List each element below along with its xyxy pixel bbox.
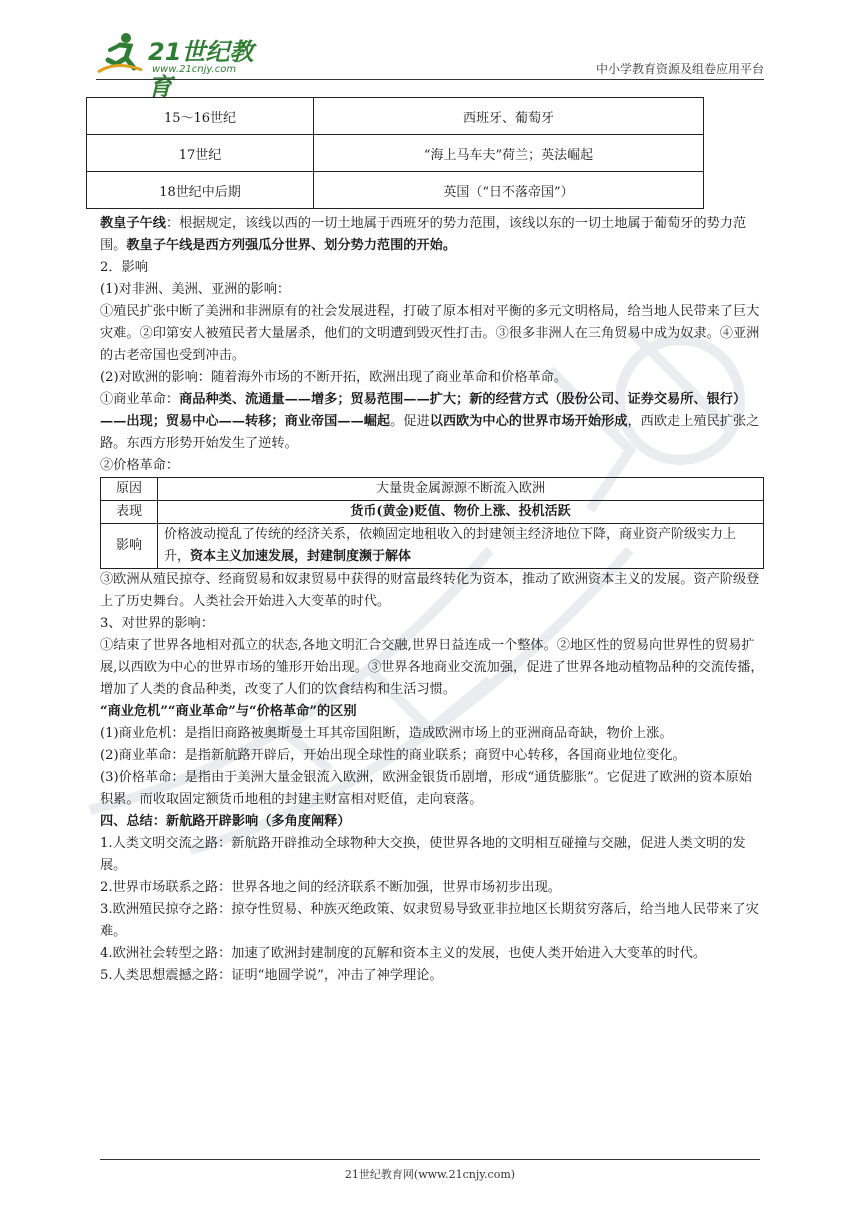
bold-text: 商品种类、流通量——增多；贸易范围——扩大；新的经营方式（股份公司、证券交易所、银行）——出现；贸易中心——转移；商业帝国——崛起 [100,392,747,429]
list-item: 3.欧洲殖民掠夺之路：掠夺性贸易、种族灭绝政策、奴隶贸易导致亚非拉地区长期贫穷落后，给当地人民带来了灾难。 [100,902,759,939]
section-heading: 3、对世界的影响： [100,616,214,631]
table-row [101,524,764,569]
paragraph: (3)价格革命：是指由于美洲大量金银流入欧洲，欧洲金银货币剧增，形成“通货膨胀”。它促进了欧洲的资本原始积累。而收取固定额货币地租的封建主财富相对贬值，走向衰落。 [100,770,752,807]
logo-url: www.21cnjy.com [152,64,237,75]
table-row [101,501,764,524]
table-cell [158,524,764,569]
logo-text: 21世纪教育 [148,38,254,101]
paragraph: ③欧洲从殖民掠夺、经商贸易和奴隶贸易中获得的财富最终转化为资本，推动了欧洲资本主义的发展。资产阶级登上了历史舞台。人类社会开始进入大变革的时代。 [100,572,760,609]
subheading: (2)对欧洲的影响：随着海外市场的不断开拓，欧洲出现了商业革命和价格革命。 [100,370,568,385]
table-row [87,135,704,172]
paragraph [100,213,764,257]
paragraph: (1)商业危机：是指旧商路被奥斯曼土耳其帝国阻断，造成欧洲市场上的亚洲商品奇缺，物价上涨。 [100,726,673,741]
bold-text: 以西欧为中心的世界市场开始形成 [429,414,628,429]
table-cell: 货币(黄金)贬值、物价上涨、投机活跃 [158,501,764,524]
list-item: 1.人类文明交流之路：新航路开辟推动全球物种大交换，使世界各地的文明相互碰撞与交融，促进人类文明的发展。 [100,836,746,873]
table-cell: 18世纪中后期 [87,172,314,209]
bold-text: 教皇子午线是西方列强瓜分世界、划分势力范围的开始。 [126,238,457,253]
paragraph: ①结束了世界各地相对孤立的状态,各地文明汇合交融,世界日益连成一个整体。②地区性的贸易向世界性的贸易扩展,以西欧为中心的世界市场的雏形开始出现。③世界各地商业交流加强，促进了世界各地动植物品种的交流传播，增加了人类的食品种类，改变了人们的饮食结构和生活习惯。 [100,638,764,697]
subheading: ②价格革命： [100,458,180,473]
paragraph [100,389,764,455]
table-row [87,98,704,135]
table-cell: “海上马车夫”荷兰；英法崛起 [314,135,704,172]
document-body [100,213,764,987]
footer-divider [100,1159,760,1160]
term-heading: 教皇子午线 [100,216,166,231]
text-span: 。促进 [390,414,430,429]
table-cell: 表现 [101,501,158,524]
site-logo [96,30,266,101]
page-footer: 21世纪教育网(www.21cnjy.com) [344,1168,516,1181]
subheading: (1)对非洲、美洲、亚洲的影响： [100,282,291,297]
paragraph: (2)商业革命：是指新航路开辟后，开始出现全球性的商业联系；商贸中心转移，各国商业地位变化。 [100,748,686,763]
platform-name: 中小学教育资源及组卷应用平台 [595,62,764,76]
table-cell: 17世纪 [87,135,314,172]
table-cell: 大量贵金属源源不断流入欧洲 [158,478,764,501]
bold-heading: 四、总结：新航路开辟影响（多角度阐释） [100,814,351,829]
paragraph: ①殖民扩张中断了美洲和非洲原有的社会发展进程，打破了原本相对平衡的多元文明格局，给当地人民带来了巨大灾难。②印第安人被殖民者大量屠杀，他们的文明遭到毁灭性打击。③很多非洲人在三角贸易中成为奴隶。④亚洲的古老帝国也受到冲击。 [100,304,760,363]
table-cell: 原因 [101,478,158,501]
header-divider [96,79,764,80]
table-cell: 影响 [101,524,158,569]
bold-text: 资本主义加速发展，封建制度濒于解体 [190,549,412,564]
page-header [96,30,764,101]
text-span: 价格波动搅乱了传统的经济关系，依赖固定地租收入的封建领主经济地位下降，商业资产阶级实力上升， [164,527,737,564]
era-table [86,97,704,209]
runner-icon [96,30,146,76]
text-span: ：根据规定，该线以西的一切土地属于西班牙的势力范围，该线以东的一切土地属于葡萄牙的势力范围。 [100,216,747,253]
list-item: 4.欧洲社会转型之路：加速了欧洲封建制度的瓦解和资本主义的发展，也使人类开始进入大变革的时代。 [100,946,707,961]
text-span: ①商业革命： [100,392,180,407]
table-cell: 西班牙、葡萄牙 [314,98,704,135]
section-heading: 2．影响 [100,260,148,275]
list-item: 5.人类思想震撼之路：证明“地圆学说”，冲击了神学理论。 [100,968,443,983]
price-revolution-table [100,477,764,569]
table-row [87,172,704,209]
table-cell: 英国（“日不落帝国”） [314,172,704,209]
list-item: 2.世界市场联系之路：世界各地之间的经济联系不断加强，世界市场初步出现。 [100,880,561,895]
bold-heading: “商业危机”“商业革命”与“价格革命”的区别 [100,704,357,719]
table-row [101,478,764,501]
table-cell: 15～16世纪 [87,98,314,135]
text-span: ，西欧走上殖民扩张之路。东西方形势开始发生了逆转。 [100,414,760,451]
